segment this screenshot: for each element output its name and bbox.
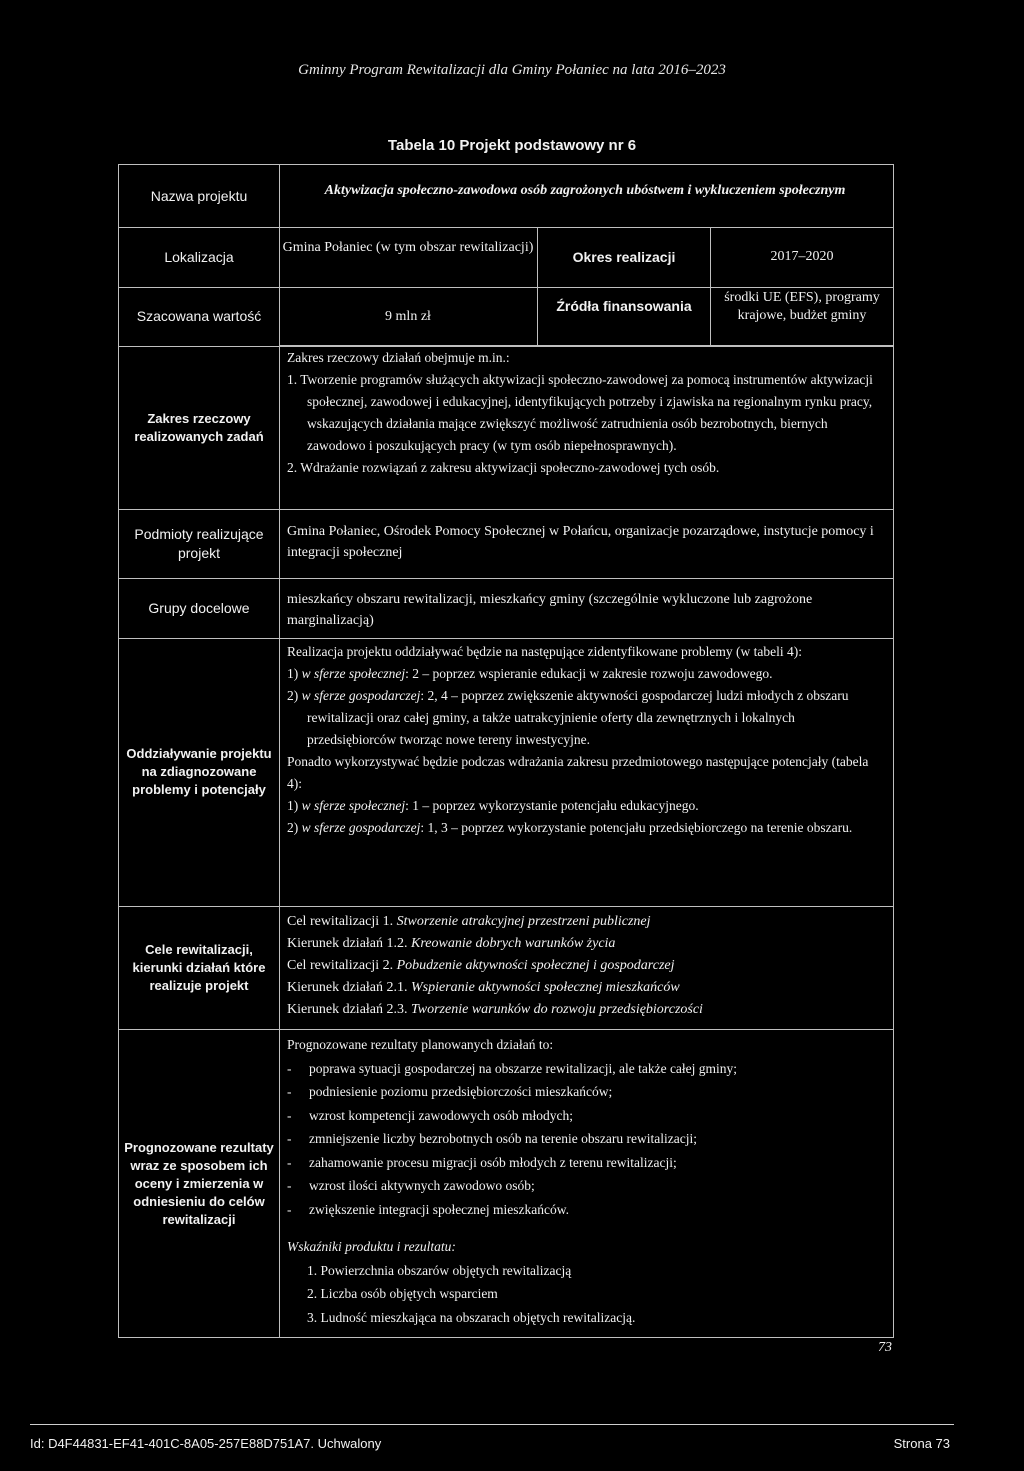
indicators-label: Wskaźniki produktu i rezultatu: (287, 1239, 456, 1254)
footer-document-id: Id: D4F44831-EF41-401C-8A05-257E88D751A7. Uchwalony (30, 1436, 382, 1451)
label-podmioty: Podmioty realizujące projekt (134, 525, 264, 561)
impact-problem-2: 2) w sferze gospodarczej: 2, 4 – poprzez zwiększenie aktywności gospodarczej ludzi młodych z obszaru rewitalizacji oraz całej gminy, a także uatrakcyjnienie oferty dla zewnętrznych i lokalnych przedsiębiorców tworząc nowe tereny inwestycyjne. (287, 688, 849, 747)
goal-line: Cel rewitalizacji 1. Stworzenie atrakcyjnej przestrzeni publicznej (287, 914, 651, 929)
impact-intro-2: Ponadto wykorzystywać będzie podczas wdrażania zakresu przedmiotowego następujące potencjały (tabela 4): (287, 754, 869, 791)
label-zrodla-finansowania: Źródła finansowania (556, 298, 692, 314)
result-item: - podniesienie poziomu przedsiębiorczości mieszkańców; (287, 1084, 613, 1099)
goal-line: Kierunek działań 1.2. Kreowanie dobrych warunków życia (287, 936, 616, 951)
scope-intro: Zakres rzeczowy działań obejmuje m.in.: (287, 350, 510, 365)
indicator-item: 1. Powierzchnia obszarów objętych rewitalizacją (307, 1262, 572, 1278)
indicator-item: 3. Ludność mieszkająca na obszarach objętych rewitalizacją. (307, 1309, 636, 1325)
page-header: Gminny Program Rewitalizacji dla Gminy Połaniec na lata 2016–2023 (298, 62, 726, 78)
label-cele-rewitalizacji: Cele rewitalizacji, kierunki działań które realizuje projekt (132, 941, 266, 993)
indicator-item: 2. Liczba osób objętych wsparciem (307, 1286, 498, 1301)
page-number: 73 (878, 1340, 892, 1355)
scope-item-1: 1. Tworzenie programów służących aktywizacji społeczno-zawodowej za pomocą instrumentów aktywizacji społecznej, zawodowej i edukacyjnej, identyfikujących potrzeby i zjawiska na regionalnym rynku pracy, wskazujących działania mające zwiększyć możliwość zatrudnienia osób bezrobotnych, biernych zawodowo i poszukujących pracy (w tym osób niepełnosprawnych). (287, 372, 873, 453)
project-name: Aktywizacja społeczno-zawodowa osób zagrożonych ubóstwem i wykluczeniem społecznym (324, 183, 846, 198)
entities-value: Gmina Połaniec, Ośrodek Pomocy Społecznej w Połańcu, organizacje pozarządowe, instytucje pomocy i integracji społecznej (287, 524, 874, 560)
impact-problem-1: 1) w sferze społecznej: 2 – poprzez wspieranie edukacji w zakresie rozwoju zawodowego. (287, 666, 773, 681)
impact-potential-2: 2) w sferze gospodarczej: 1, 3 – poprzez wykorzystanie potencjału przedsiębiorczego na terenie obszaru. (287, 820, 853, 835)
result-item: - zwiększenie integracji społecznej mieszkańców. (287, 1201, 570, 1217)
project-table (118, 164, 894, 1338)
impact-intro: Realizacja projektu oddziaływać będzie na następujące zidentyfikowane problemy (w tabeli 4): (287, 644, 803, 659)
target-groups-value: mieszkańcy obszaru rewitalizacji, mieszkańcy gminy (szczególnie wykluczone lub zagrożone marginalizacją) (287, 592, 813, 628)
goal-line: Kierunek działań 2.1. Wspieranie aktywności społecznej mieszkańców (287, 980, 680, 995)
footer-page-label: Strona 73 (893, 1436, 950, 1451)
period-value: 2017–2020 (770, 249, 834, 264)
goal-line: Kierunek działań 2.3. Tworzenie warunków do rozwoju przedsiębiorczości (287, 1002, 703, 1017)
label-prognozowane-rezultaty: Prognozowane rezultaty wraz ze sposobem ich oceny i zmierzenia w odniesieniu do celów rewitalizacji (124, 1140, 274, 1227)
table-caption: Tabela 10 Projekt podstawowy nr 6 (387, 137, 637, 154)
label-oddzialywanie: Oddziaływanie projektu na zdiagnozowane problemy i potencjały (126, 746, 272, 797)
funding-sources: środki UE (EFS), programy krajowe, budżet gminy (724, 290, 880, 323)
label-zakres-rzeczowy: Zakres rzeczowy realizowanych zadań (134, 410, 264, 444)
result-item: - zmniejszenie liczby bezrobotnych osób na terenie obszaru rewitalizacji; (287, 1131, 697, 1146)
label-grupy-docelowe: Grupy docelowe (148, 599, 250, 616)
result-item: - wzrost ilości aktywnych zawodowo osób; (287, 1178, 535, 1193)
value-amount: 9 mln zł (385, 309, 431, 324)
results-intro: Prognozowane rezultaty planowanych działań to: (287, 1037, 554, 1052)
label-okres-realizacji: Okres realizacji (572, 249, 676, 265)
goal-line: Cel rewitalizacji 2. Pobudzenie aktywności społecznej i gospodarczej (287, 958, 675, 973)
scope-item-2: 2. Wdrażanie rozwiązań z zakresu aktywizacji społeczno-zawodowej tych osób. (287, 460, 720, 475)
location-value: Gmina Połaniec (w tym obszar rewitalizacji) (282, 240, 534, 255)
result-item: - wzrost kompetencji zawodowych osób młodych; (287, 1107, 573, 1123)
label-nazwa-projektu: Nazwa projektu (150, 187, 248, 204)
impact-potential-1: 1) w sferze społecznej: 1 – poprzez wykorzystanie potencjału edukacyjnego. (287, 798, 699, 813)
result-item: - zahamowanie procesu migracji osób młodych z terenu rewitalizacji; (287, 1154, 677, 1170)
label-szacowana-wartosc: Szacowana wartość (136, 308, 262, 324)
result-item: - poprawa sytuacji gospodarczej na obszarze rewitalizacji, ale także całej gminy; (287, 1060, 738, 1076)
label-lokalizacja: Lokalizacja (164, 248, 234, 265)
